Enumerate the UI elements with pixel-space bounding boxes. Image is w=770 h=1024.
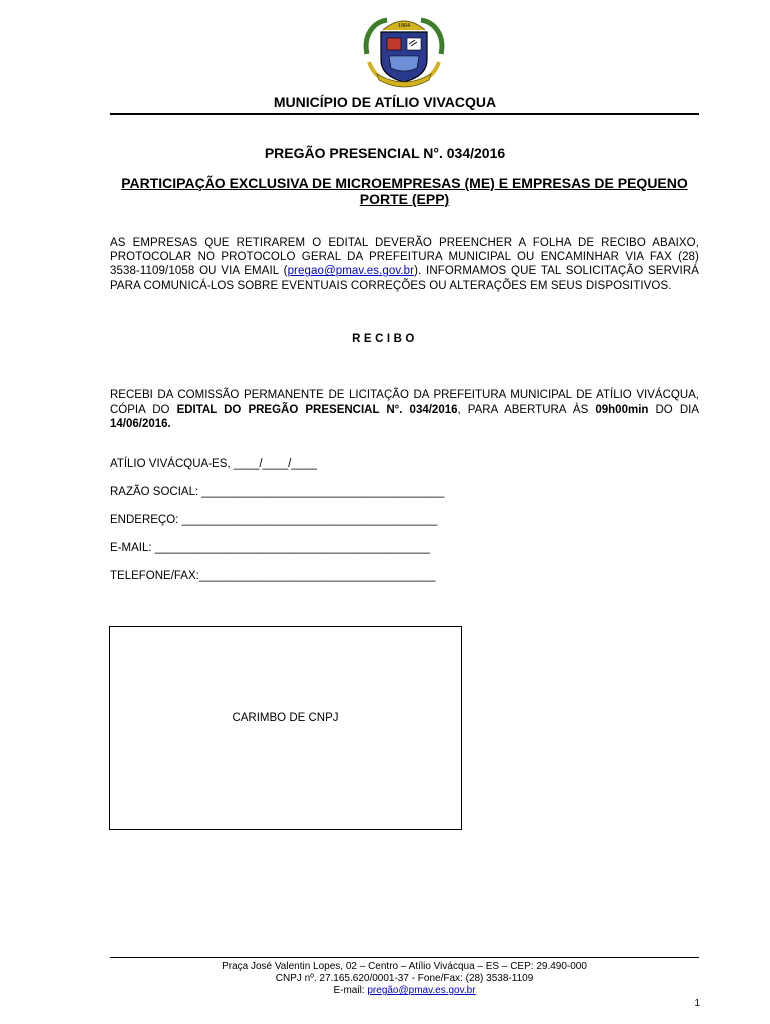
intro-email-link[interactable]: pregao@pmav.es.gov.br — [287, 265, 415, 278]
header-divider — [110, 113, 699, 115]
footer-email-link[interactable]: pregão@pmav.es.gov.br — [367, 985, 476, 996]
municipality-title: MUNICÍPIO DE ATÍLIO VIVACQUA — [273, 94, 497, 110]
coat-of-arms-icon — [359, 14, 449, 90]
receipt-edital: EDITAL DO PREGÃO PRESENCIAL N°. 034/2016 — [176, 403, 458, 416]
intro-paragraph — [110, 236, 699, 293]
participation-title: PARTICIPAÇÃO EXCLUSIVA DE MICROEMPRESAS (ME) E EMPRESAS DE PEQUENO PORTE (EPP) — [121, 175, 688, 207]
footer-address: Praça José Valentin Lopes, 02 – Centro – Atílio Vivácqua – ES – CEP: 29.490-000 — [222, 961, 587, 972]
receipt-text-3: DO DIA — [648, 403, 700, 416]
receipt-text-2: , PARA ABERTURA ÀS — [457, 403, 596, 416]
date-field[interactable]: ATÍLIO VIVÁCQUA-ES, ____/____/____ — [110, 458, 317, 470]
receipt-text-1: RECEBI DA COMISSÃO PERMANENTE DE LICITAÇÃO DA PREFEITURA MUNICIPAL DE ATÍLIO VIVÁCQUA, CÓPIA DO — [110, 389, 699, 416]
municipal-crest — [359, 14, 449, 90]
receipt-date: 14/06/2016. — [110, 418, 171, 430]
footer — [110, 961, 699, 997]
telefone-fax-field[interactable]: TELEFONE/FAX:_____________________________________ — [110, 570, 436, 582]
intro-text-end: ). INFORMAMOS QUE TAL SOLICITAÇÃO SERVIRÁ PARA COMUNICÁ-LOS SOBRE EVENTUAIS CORREÇÕES OU ALTERAÇÕES EM SEUS DISPOSITIVOS. — [110, 265, 700, 292]
footer-email-line — [110, 985, 699, 997]
receipt-time: 09h00min — [595, 403, 649, 416]
cnpj-stamp-box[interactable] — [109, 626, 462, 830]
footer-cnpj: CNPJ nº. 27.165.620/0001-37 - Fone/Fax: (28) 3538-1109 — [275, 973, 534, 984]
receipt-paragraph — [110, 388, 699, 432]
email-field[interactable]: E-MAIL: ___________________________________________ — [110, 542, 430, 554]
footer-divider — [110, 957, 699, 958]
cnpj-stamp-label: CARIMBO DE CNPJ — [232, 712, 339, 724]
page-number: 1 — [694, 998, 700, 1009]
svg-text:1864: 1864 — [398, 23, 410, 29]
razao-social-field[interactable]: RAZÃO SOCIAL: ______________________________________ — [110, 486, 445, 498]
recibo-heading: RECIBO — [352, 333, 418, 345]
pregao-title: PREGÃO PRESENCIAL N°. 034/2016 — [264, 145, 506, 161]
endereco-field[interactable]: ENDEREÇO: ________________________________________ — [110, 514, 438, 526]
intro-text-start: AS EMPRESAS QUE RETIRAREM O EDITAL DEVERÃO PREENCHER A FOLHA DE RECIBO ABAIXO, PROTOCOLAR NO PROTOCOLO GERAL DA PREFEITURA MUNICIPAL OU ENCAMINHAR VIA FAX (28) 3538-1109/1058 OU VIA EMAIL ( — [110, 237, 699, 278]
footer-email-label: E-mail: — [333, 985, 368, 996]
